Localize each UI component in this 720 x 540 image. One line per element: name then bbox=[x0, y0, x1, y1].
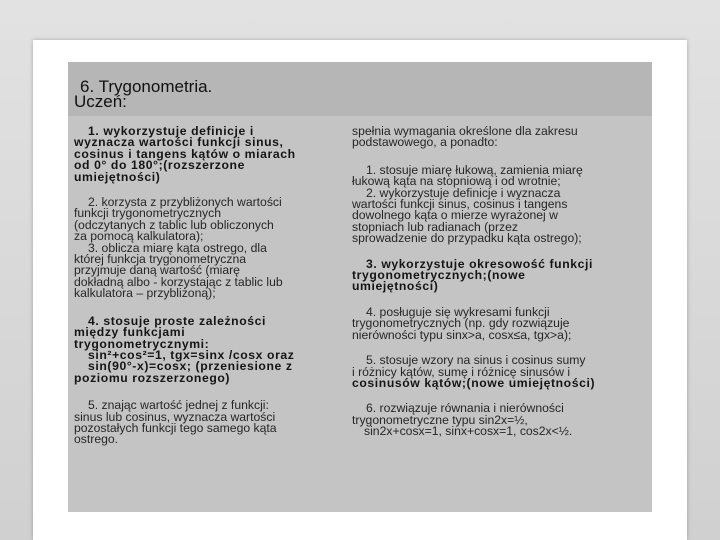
text-line: od 0° do 180°;(rozszerzone bbox=[74, 158, 245, 173]
text-line: podstawowego, a ponadto: bbox=[352, 135, 498, 150]
text-line: 1. stosuje miarę łukową, zamienia miarę bbox=[366, 162, 583, 177]
text-line: trygonometryczne typu sin2x=½, bbox=[352, 412, 528, 427]
text-line: wartości funkcji sinus, cosinus i tangens bbox=[352, 197, 568, 212]
right-paragraph-5 bbox=[352, 355, 622, 389]
text-line: trygonometrycznymi: bbox=[74, 336, 210, 351]
text-line: sinus lub cosinus, wyznacza wartości bbox=[74, 409, 276, 424]
text-line: dowolnego kąta o mierze wyrażonej w bbox=[352, 208, 558, 223]
text-line: poziomu rozszerzonego) bbox=[74, 370, 231, 385]
left-paragraph-3 bbox=[74, 313, 336, 385]
right-paragraph-1 bbox=[352, 126, 622, 149]
text-line: funkcji trygonometrycznych bbox=[74, 206, 221, 221]
text-line: 4. stosuje proste zależności bbox=[88, 313, 266, 328]
text-line: trygonometrycznych (np. gdy rozwiązuje bbox=[352, 316, 570, 331]
left-paragraph-2 bbox=[74, 197, 336, 300]
right-column bbox=[352, 126, 622, 438]
text-line: cosinusów kątów;(nowe umiejętności) bbox=[352, 375, 596, 390]
right-paragraph-6 bbox=[352, 403, 622, 437]
text-line: nierówności typu sinx>a, cosx≤a, tgx>a); bbox=[352, 327, 572, 342]
text-line: 4. posługuje się wykresami funkcji bbox=[366, 304, 550, 319]
text-line: 5. stosuje wzory na sinus i cosinus sumy bbox=[366, 353, 586, 368]
text-line: 3. oblicza miarę kąta ostrego, dla bbox=[88, 240, 267, 255]
text-line: między funkcjami bbox=[74, 325, 186, 340]
text-line: przyjmuje daną wartość (miarę bbox=[74, 263, 240, 278]
slide-title: 6. Trygonometria. bbox=[80, 77, 213, 96]
right-paragraph-2 bbox=[352, 162, 622, 246]
left-column bbox=[74, 126, 336, 446]
text-line: 3. wykorzystuje okresowość funkcji bbox=[366, 256, 593, 271]
left-paragraph-4 bbox=[74, 400, 336, 446]
text-line: której funkcja trygonometryczna bbox=[74, 252, 247, 267]
text-line: sin2x+cosx=1, sinx+cosx=1, cos2x<½. bbox=[364, 424, 573, 439]
left-paragraph-1 bbox=[74, 126, 336, 183]
text-line: stopniach lub radianach (przez bbox=[352, 219, 518, 234]
text-line: cosinus i tangens kątów o miarach bbox=[74, 146, 296, 161]
text-line: sprowadzenie do przypadku kąta ostrego); bbox=[352, 231, 582, 246]
text-line: 6. rozwiązuje równania i nierówności bbox=[366, 401, 564, 416]
text-line: sin(90°-x)=cosx; (przeniesione z bbox=[88, 359, 293, 374]
text-line: pozostałych funkcji tego samego kąta bbox=[74, 420, 277, 435]
text-line: spełnia wymagania określone dla zakresu bbox=[352, 124, 578, 138]
text-line: umiejętności) bbox=[74, 169, 161, 184]
text-line: kalkulatora – przybliżoną); bbox=[74, 286, 216, 301]
right-paragraph-4 bbox=[352, 304, 622, 342]
text-line: (odczytanych z tablic lub obliczonych bbox=[74, 217, 274, 232]
text-line: 2. wykorzystuje definicje i wyznacza bbox=[366, 185, 561, 200]
text-line: dokładną albo - korzystając z tablic lub bbox=[74, 274, 283, 289]
text-line: wyznacza wartości funkcji sinus, bbox=[74, 135, 284, 150]
text-line: 2. korzysta z przybliżonych wartości bbox=[88, 195, 282, 210]
text-line: sin²+cos²=1, tgx=sinx /cosx oraz bbox=[88, 347, 295, 362]
text-line: ostrego. bbox=[74, 432, 119, 447]
text-line: i różnicy kątów, sumę i różnicę sinusów i bbox=[352, 364, 571, 379]
right-paragraph-3 bbox=[352, 256, 622, 294]
text-line: 5. znając wartość jednej z funkcji: bbox=[88, 398, 269, 413]
text-line: umiejętności) bbox=[352, 279, 439, 294]
text-line: 1. wykorzystuje definicje i bbox=[88, 124, 254, 138]
text-line: za pomocą kalkulatora); bbox=[74, 229, 204, 244]
text-line: łukową kąta na stopniową i od wrotnie; bbox=[352, 174, 561, 189]
text-line: trygonometrycznych;(nowe bbox=[352, 268, 526, 283]
slide-subtitle: Uczeń: bbox=[74, 92, 127, 111]
